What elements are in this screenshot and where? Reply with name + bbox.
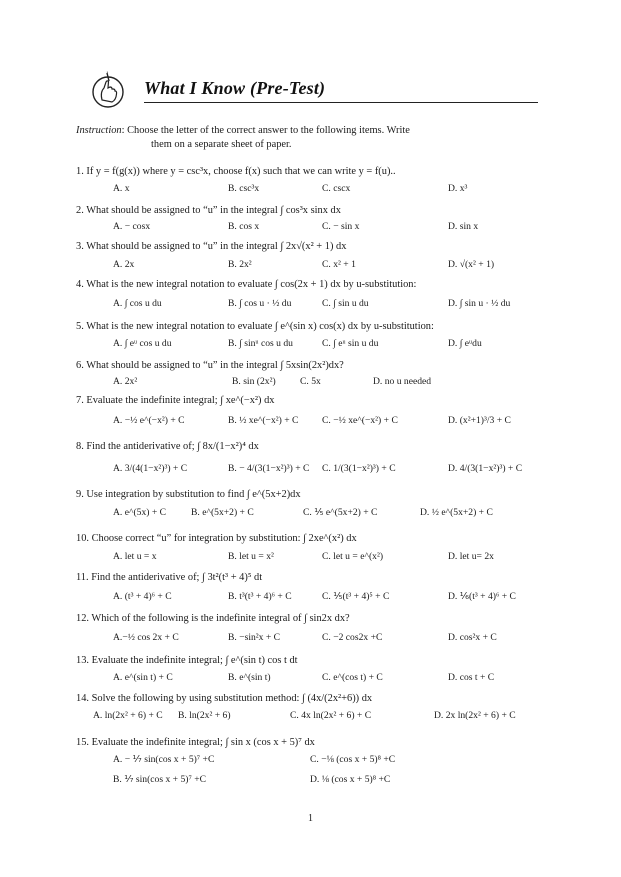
option-a: A. e^(5x) + C bbox=[113, 507, 167, 518]
option-a: A. −½ e^(−x²) + C bbox=[113, 415, 185, 426]
option-c: C. 5x bbox=[300, 376, 321, 387]
answer-options bbox=[0, 259, 621, 273]
instruction-line1: : Choose the letter of the correct answer to the following items. Write bbox=[121, 125, 410, 136]
option-d: D. let u= 2x bbox=[448, 551, 494, 562]
answer-options bbox=[0, 415, 621, 429]
question-number: 1. bbox=[76, 166, 87, 177]
option-a: A. ∫ cos u du bbox=[113, 298, 162, 309]
option-d: D. ½ e^(5x+2) + C bbox=[420, 507, 493, 518]
option-d: D. x³ bbox=[448, 183, 468, 194]
answer-options bbox=[0, 183, 621, 197]
option-a: A. x bbox=[113, 183, 130, 194]
option-c: C. cscx bbox=[322, 183, 351, 194]
option-d: D. ∫ sin u · ½ du bbox=[448, 298, 511, 309]
option-a: A. let u = x bbox=[113, 551, 157, 562]
question-number: 2. bbox=[76, 205, 87, 216]
instruction-line2: them on a separate sheet of paper. bbox=[151, 139, 292, 150]
question-11 bbox=[76, 571, 556, 584]
option-b: B. e^(5x+2) + C bbox=[191, 507, 254, 518]
option-a: A. 2x² bbox=[113, 376, 138, 387]
title-underline bbox=[144, 102, 538, 103]
option-d: D. (x²+1)³/3 + C bbox=[448, 415, 511, 426]
option-b: B. ⅐ sin(cos x + 5)⁷ +C bbox=[113, 774, 207, 785]
question-text: Find the antiderivative of; ∫ 3t²(t³ + 4)⁵ dt bbox=[91, 572, 263, 583]
question-6 bbox=[76, 359, 556, 372]
answer-options bbox=[0, 551, 621, 565]
option-d: D. sin x bbox=[448, 221, 479, 232]
option-b: B. csc³x bbox=[228, 183, 260, 194]
option-c: C. ⅕(t³ + 4)⁵ + C bbox=[322, 591, 390, 602]
hand-pen-icon bbox=[88, 70, 128, 110]
option-b: B. 2x² bbox=[228, 259, 252, 270]
page-title: What I Know (Pre-Test) bbox=[144, 78, 326, 98]
option-c: C. −⅛ (cos x + 5)⁸ +C bbox=[310, 754, 396, 765]
question-text: Which of the following is the indefinite integral of ∫ sin2x dx? bbox=[91, 613, 350, 624]
question-number: 8. bbox=[76, 441, 87, 452]
question-number: 11. bbox=[76, 572, 92, 583]
question-13 bbox=[76, 654, 556, 667]
option-c: C. 1/(3(1−x²)³) + C bbox=[322, 463, 396, 474]
option-a: A. 3/(4(1−x²)³) + C bbox=[113, 463, 188, 474]
option-d: D. cos t + C bbox=[448, 672, 495, 683]
question-text: Evaluate the indefinite integral; ∫ sin x (cos x + 5)⁷ dx bbox=[91, 737, 315, 748]
question-text: What is the new integral notation to evaluate ∫ e^(sin x) cos(x) dx by u-substitution: bbox=[86, 321, 434, 332]
option-b: B. −sin²x + C bbox=[228, 632, 281, 643]
question-4 bbox=[76, 278, 556, 291]
question-7 bbox=[76, 394, 556, 407]
answer-options bbox=[0, 221, 621, 235]
question-number: 10. bbox=[76, 533, 92, 544]
question-text: Find the antiderivative of; ∫ 8x/(1−x²)⁴ dx bbox=[86, 441, 259, 452]
page-number: 1 bbox=[308, 813, 313, 824]
question-10 bbox=[76, 532, 556, 545]
option-d: D. ⅛ (cos x + 5)⁸ +C bbox=[310, 774, 391, 785]
option-b: B. sin (2x²) bbox=[232, 376, 276, 387]
question-number: 6. bbox=[76, 360, 87, 371]
question-2 bbox=[76, 204, 556, 217]
question-number: 7. bbox=[76, 395, 87, 406]
option-c: C. x² + 1 bbox=[322, 259, 356, 270]
question-number: 9. bbox=[76, 489, 87, 500]
option-c: C. e^(cos t) + C bbox=[322, 672, 383, 683]
option-c: C. 4x ln(2x² + 6) + C bbox=[290, 710, 372, 721]
answer-options bbox=[0, 754, 621, 786]
option-a: A. ln(2x² + 6) + C bbox=[93, 710, 163, 721]
option-a: A. − cosx bbox=[113, 221, 151, 232]
question-14 bbox=[76, 692, 556, 705]
option-d: D. 4/(3(1−x²)³) + C bbox=[448, 463, 523, 474]
instruction-label: Instruction bbox=[76, 125, 122, 136]
question-number: 13. bbox=[76, 655, 92, 666]
option-b: B. ln(2x² + 6) bbox=[178, 710, 231, 721]
question-9 bbox=[76, 488, 556, 501]
answer-options bbox=[0, 338, 621, 352]
question-number: 5. bbox=[76, 321, 87, 332]
option-b: B. − 4/(3(1−x²)³) + C bbox=[228, 463, 310, 474]
option-d: D. ⅙(t³ + 4)⁶ + C bbox=[448, 591, 516, 602]
option-c: C. let u = e^(x²) bbox=[322, 551, 384, 562]
answer-options bbox=[0, 710, 621, 724]
answer-options bbox=[0, 672, 621, 686]
option-b: B. cos x bbox=[228, 221, 260, 232]
question-text: Choose correct “u” for integration by substitution: ∫ 2xe^(x²) dx bbox=[91, 533, 357, 544]
answer-options bbox=[0, 298, 621, 312]
question-8 bbox=[76, 440, 556, 453]
option-d: D. ∫ eᵘdu bbox=[448, 338, 482, 349]
option-d: D. 2x ln(2x² + 6) + C bbox=[434, 710, 516, 721]
question-12 bbox=[76, 612, 556, 625]
question-text: Use integration by substitution to find ∫ e^(5x+2)dx bbox=[86, 489, 301, 500]
option-c: C. ⅕ e^(5x+2) + C bbox=[303, 507, 378, 518]
question-text: What should be assigned to “u” in the integral ∫ 2x√(x² + 1) dx bbox=[86, 241, 347, 252]
option-d: D. √(x² + 1) bbox=[448, 259, 495, 270]
option-d: D. no u needed bbox=[373, 376, 432, 387]
option-a: A. − ⅐ sin(cos x + 5)⁷ +C bbox=[113, 754, 215, 765]
question-number: 14. bbox=[76, 693, 92, 704]
option-c: C. −½ xe^(−x²) + C bbox=[322, 415, 398, 426]
answer-options bbox=[0, 591, 621, 605]
question-text: What should be assigned to “u” in the integral ∫ 5xsin(2x²)dx? bbox=[86, 360, 344, 371]
header bbox=[88, 70, 538, 110]
question-text: What is the new integral notation to evaluate ∫ cos(2x + 1) dx by u-substitution: bbox=[86, 279, 417, 290]
option-b: B. ∫ sinᵘ cos u du bbox=[228, 338, 293, 349]
question-3 bbox=[76, 240, 556, 253]
question-text: What should be assigned to “u” in the integral ∫ cos³x sinx dx bbox=[86, 205, 341, 216]
question-number: 3. bbox=[76, 241, 87, 252]
option-d: D. cos²x + C bbox=[448, 632, 497, 643]
option-a: A.−½ cos 2x + C bbox=[113, 632, 179, 643]
option-c: C. ∫ sin u du bbox=[322, 298, 369, 309]
option-c: C. ∫ eᵘ sin u du bbox=[322, 338, 379, 349]
question-text: If y = f(g(x)) where y = csc³x, choose f(x) such that we can write y = f(u).. bbox=[86, 166, 396, 177]
option-a: A. 2x bbox=[113, 259, 135, 270]
option-b: B. e^(sin t) bbox=[228, 672, 271, 683]
answer-options bbox=[0, 463, 621, 477]
option-b: B. t³(t³ + 4)⁶ + C bbox=[228, 591, 292, 602]
question-number: 12. bbox=[76, 613, 92, 624]
question-text: Evaluate the indefinite integral; ∫ e^(sin t) cos t dt bbox=[91, 655, 298, 666]
option-c: C. − sin x bbox=[322, 221, 360, 232]
question-1 bbox=[76, 165, 556, 178]
question-5 bbox=[76, 320, 556, 333]
instruction bbox=[76, 124, 546, 152]
option-b: B. ½ xe^(−x²) + C bbox=[228, 415, 299, 426]
answer-options bbox=[0, 632, 621, 646]
answer-options bbox=[0, 507, 621, 521]
question-text: Solve the following by using substitution method: ∫ (4x/(2x²+6)) dx bbox=[91, 693, 373, 704]
answer-options bbox=[0, 376, 621, 390]
option-a: A. e^(sin t) + C bbox=[113, 672, 173, 683]
option-a: A. ∫ eᵘ cos u du bbox=[113, 338, 172, 349]
question-text: Evaluate the indefinite integral; ∫ xe^(−x²) dx bbox=[86, 395, 275, 406]
option-b: B. let u = x² bbox=[228, 551, 274, 562]
option-b: B. ∫ cos u · ½ du bbox=[228, 298, 292, 309]
option-c: C. −2 cos2x +C bbox=[322, 632, 383, 643]
option-a: A. (t³ + 4)⁶ + C bbox=[113, 591, 172, 602]
question-15 bbox=[76, 736, 556, 749]
question-number: 4. bbox=[76, 279, 87, 290]
question-number: 15. bbox=[76, 737, 92, 748]
